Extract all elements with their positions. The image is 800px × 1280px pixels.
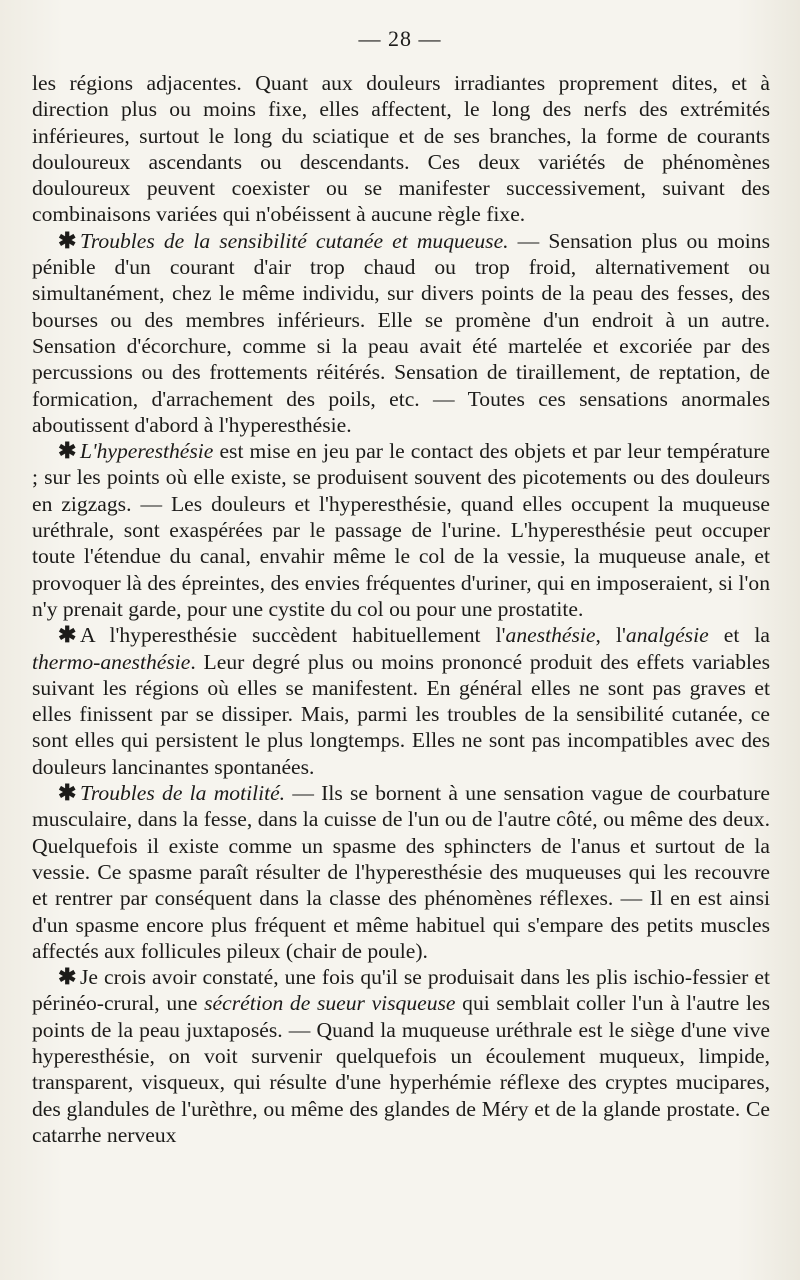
italic-term: thermo-anesthésie xyxy=(32,649,191,674)
italic-term: L'hyperesthésie xyxy=(80,439,214,464)
asterisk-marker-icon: ✱ xyxy=(58,964,77,990)
text-run: Je crois avoir constaté, une fois qu'il se produisait dans les plis ischio-fessier et périnéo-crural, une xyxy=(32,965,770,1016)
asterisk-marker-icon: ✱ xyxy=(58,780,77,806)
text-run: — Ils se bornent à une sensation vague de courbature musculaire, dans la fesse, dans la cuisse de l'un ou de l'autre côté, ou même des deux. Quelquefois il existe comme un spasme des sphincters de l'anus et surtout de la vessie. Ce spasme paraît résulter de l'hyperesthésie des muqueuses qui les recouvre et rentrer par conséquent dans la classe des phénomènes réflexes. — Il en est ainsi d'un spasme encore plus fréquent et même habituel qui s'empare des petits muscles affectés aux follicules pileux (chair de poule). xyxy=(32,781,771,963)
asterisk-marker-icon: ✱ xyxy=(58,622,77,648)
text-run: . Leur degré plus ou moins prononcé produit des effets variables suivant les régions où elles se manifestent. En général elles ne sont pas graves et elles finissent par se dissiper. Mais, parmi les troubles de la sensibilité cutanée, ce sont elles qui persistent le plus longtemps. Elles ne sont pas incompatibles avec des douleurs lancinantes spontanées. xyxy=(32,649,770,779)
page-text xyxy=(32,70,770,1148)
section-heading: Troubles de la motilité. xyxy=(80,781,286,806)
text-run: A l'hyperesthésie succèdent habituellement l' xyxy=(80,623,506,648)
text-run: est mise en jeu par le contact des objets et par leur température ; sur les points où elle existe, se produisent souvent des picotements ou des douleurs en zigzags. — Les douleurs et l'hyperesthésie, quand elles occupent la muqueuse uréthrale, sont exaspérées par le passage de l'urine. L'hyperesthésie peut occuper toute l'étendue du canal, envahir même le col de la vessie, la muqueuse anale, et provoquer là des épreintes, des envies fréquentes d'uriner, qui en imposeraient, si l'on n'y prenait garde, pour une cystite du col ou pour une prostatite. xyxy=(32,439,770,621)
paragraph-4 xyxy=(32,622,770,780)
paragraph-6 xyxy=(32,964,770,1148)
paragraph-5 xyxy=(32,780,770,964)
page-number: — 28 — xyxy=(358,26,442,51)
italic-term: analgésie xyxy=(625,623,709,648)
text-run: qui semblait coller l'un à l'autre les points de la peau juxtaposés. — Quand la muqueuse uréthrale est le siège d'une vive hyperesthésie, on voit survenir quelquefois un écoulement muqueux, limpide, transparent, visqueux, qui résulte d'une hyperhémie réflexe des cryptes mucipares, des glandules de l'urèthre, ou même des glandes de Méry et de la glande prostate. Ce catarrhe nerveux xyxy=(32,991,770,1147)
paragraph-3 xyxy=(32,438,770,622)
text-run: — Sensation plus ou moins pénible d'un courant d'air trop chaud ou trop froid, alternativement ou simultanément, chez le même individu, sur divers points de la peau des fesses, des bourses ou des membres inférieurs. Elle se promène d'un endroit à un autre. Sensation d'écorchure, comme si la peau avait été martelée et excoriée par des percussions ou des frottements réitérés. Sensation de tiraillement, de reptation, de formication, d'arrachement des poils, etc. — Toutes ces sensations anormales aboutissent d'abord à l'hyperesthésie. xyxy=(32,228,770,437)
text-run: et la xyxy=(708,623,771,648)
section-heading: Troubles de la sensibilité cutanée et muqueuse. xyxy=(80,228,509,253)
text-run: les régions adjacentes. Quant aux douleurs irradiantes proprement dites, et à direction plus ou moins fixe, elles affectent, le long des nerfs des extrémités inférieures, surtout le long du sciatique et de ses branches, la forme de courants douloureux ascendants ou descendants. Ces deux variétés de phénomènes douloureux peuvent coexister ou se manifester successivement, suivant des combinaisons variées qui n'obéissent à aucune règle fixe. xyxy=(32,71,770,227)
paragraph-1 xyxy=(32,70,770,228)
asterisk-marker-icon: ✱ xyxy=(58,227,77,253)
italic-term: sécrétion de sueur visqueuse xyxy=(204,991,456,1016)
asterisk-marker-icon: ✱ xyxy=(58,438,77,464)
italic-term: anesthésie xyxy=(505,623,596,648)
paragraph-2 xyxy=(32,228,770,438)
text-run: , l' xyxy=(595,623,626,648)
